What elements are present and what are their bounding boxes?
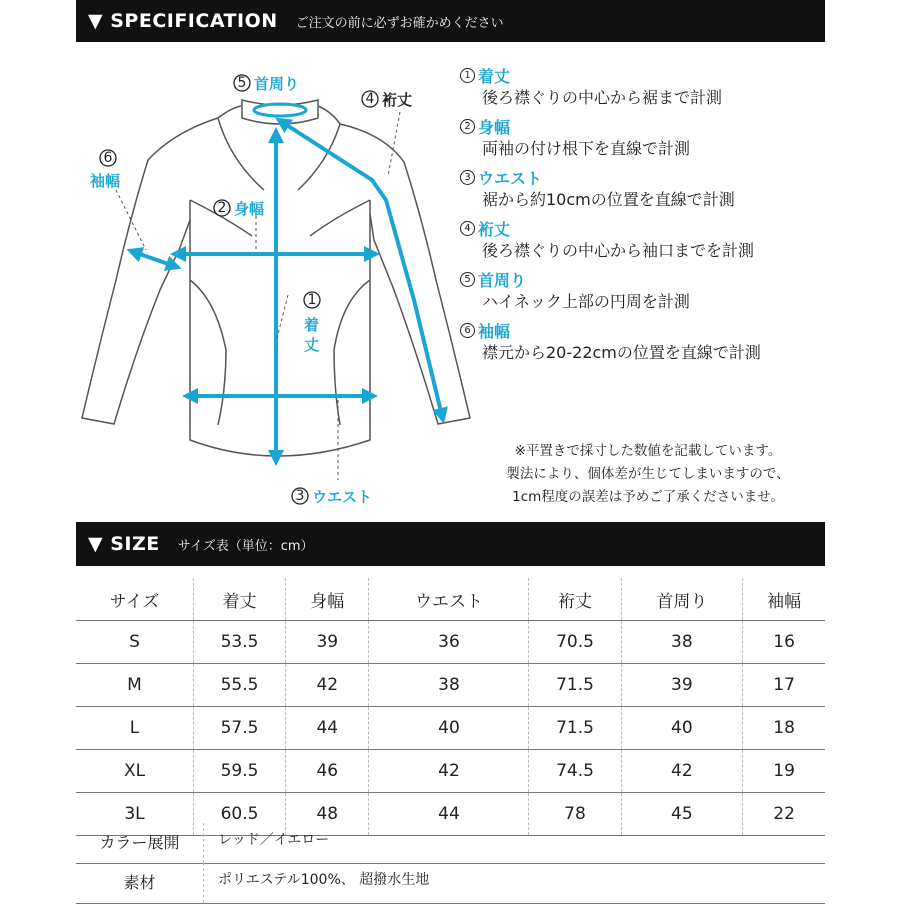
remark-line: 1cm程度の誤差は予めご了承くださいませ。: [512, 489, 784, 505]
table-cell: 38: [621, 621, 743, 664]
note-num: 4: [460, 221, 475, 236]
table-header: 裄丈: [529, 578, 621, 621]
table-cell: S: [76, 621, 194, 664]
note-item-waist: [460, 166, 840, 212]
table-cell: 3L: [76, 793, 194, 836]
table-cell: 60.5: [194, 793, 286, 836]
material-label: 素材: [123, 873, 156, 892]
table-cell: 59.5: [194, 750, 286, 793]
table-cell: 71.5: [529, 707, 621, 750]
table-header: 首周り: [621, 578, 743, 621]
color-label: カラー展開: [99, 833, 180, 852]
size-table-header-row: [76, 578, 825, 621]
measurement-arrows: [134, 104, 442, 458]
size-title: ▼ SIZE: [88, 533, 160, 555]
note-num: 3: [460, 170, 475, 185]
neck-circle-mark: [254, 104, 306, 116]
specification-header: [76, 0, 825, 42]
note-num: 6: [460, 323, 475, 338]
length-num: 1: [307, 292, 317, 308]
note-desc: ハイネック上部の円周を計測: [482, 292, 690, 311]
note-desc: 後ろ襟ぐりの中心から袖口までを計測: [482, 241, 755, 260]
table-cell: 46: [286, 750, 369, 793]
table-cell: 45: [621, 793, 743, 836]
specification-title: ▼ SPECIFICATION: [88, 10, 278, 32]
material-row: [76, 863, 825, 904]
table-cell: 74.5: [529, 750, 621, 793]
waist-label: ウエスト: [312, 488, 373, 506]
table-header: 身幅: [286, 578, 369, 621]
note-title: ウエスト: [478, 168, 543, 188]
note-title: 裄丈: [478, 219, 511, 239]
table-cell: 39: [621, 664, 743, 707]
length-label-2: 丈: [304, 336, 320, 354]
table-cell: XL: [76, 750, 194, 793]
table-cell: 19: [743, 750, 825, 793]
table-cell: 42: [621, 750, 743, 793]
note-desc: 裾から約10cmの位置を直線で計測: [482, 190, 735, 209]
table-header: 着丈: [194, 578, 286, 621]
note-num: 2: [460, 119, 475, 134]
body-label: 身幅: [234, 200, 265, 218]
table-row: [76, 664, 825, 707]
table-cell: 16: [743, 621, 825, 664]
note-desc: 後ろ襟ぐりの中心から裾まで計測: [482, 88, 723, 107]
sleeve-label: 袖幅: [90, 172, 121, 190]
table-cell: 55.5: [194, 664, 286, 707]
table-cell: 44: [369, 793, 529, 836]
table-cell: 48: [286, 793, 369, 836]
yuki-label: 裄丈: [382, 91, 413, 109]
note-desc: 両袖の付け根下を直線で計測: [482, 139, 691, 158]
table-header: 袖幅: [743, 578, 825, 621]
note-title: 着丈: [478, 66, 511, 86]
measurement-notes: [460, 64, 840, 370]
table-cell: 42: [369, 750, 529, 793]
specification-subtitle: ご注文の前に必ずお確かめください: [295, 15, 504, 31]
table-cell: 42: [286, 664, 369, 707]
table-cell: 53.5: [194, 621, 286, 664]
length-label-1: 着: [304, 316, 320, 334]
note-item-body: [460, 115, 840, 161]
table-cell: 40: [369, 707, 529, 750]
remark-line: ※平置きで採寸した数値を記載しています。: [514, 443, 782, 459]
note-num: 5: [460, 272, 475, 287]
note-title: 首周り: [478, 270, 527, 290]
table-header: サイズ: [76, 578, 194, 621]
neck-label: 首周り: [254, 75, 300, 93]
note-desc: 襟元から20-22cmの位置を直線で計測: [482, 343, 761, 362]
note-item-neck: [460, 268, 840, 314]
size-table: [76, 578, 825, 836]
table-row: [76, 707, 825, 750]
note-item-sleeve: [460, 319, 840, 365]
note-item-length: [460, 64, 840, 110]
table-cell: 57.5: [194, 707, 286, 750]
waist-num: 3: [295, 488, 305, 504]
yuki-num: 4: [365, 91, 375, 107]
table-cell: 71.5: [529, 664, 621, 707]
color-row: [76, 823, 825, 864]
table-cell: 36: [369, 621, 529, 664]
table-cell: 38: [369, 664, 529, 707]
table-cell: 40: [621, 707, 743, 750]
table-row: [76, 750, 825, 793]
table-row: [76, 621, 825, 664]
table-cell: 78: [529, 793, 621, 836]
table-cell: 70.5: [529, 621, 621, 664]
table-cell: 39: [286, 621, 369, 664]
remark-line: 製法により、個体差が生じてしまいますので、: [506, 466, 790, 482]
neck-num: 5: [237, 75, 247, 91]
color-value: レッド／イエロー: [203, 823, 329, 863]
body-num: 2: [217, 200, 227, 216]
garment-diagram: [76, 50, 476, 520]
size-header: [76, 522, 825, 566]
measurement-remarks: [468, 440, 828, 509]
table-cell: M: [76, 664, 194, 707]
note-num: 1: [460, 68, 475, 83]
note-title: 身幅: [478, 117, 511, 137]
table-cell: 17: [743, 664, 825, 707]
material-value: ポリエステル100%、 超撥水生地: [203, 863, 429, 903]
table-cell: 18: [743, 707, 825, 750]
yuki-arrow: [282, 122, 442, 416]
sleeve-arrow: [134, 252, 174, 266]
table-header: ウエスト: [369, 578, 529, 621]
size-subtitle: サイズ表（単位：cm）: [177, 538, 314, 554]
table-cell: 22: [743, 793, 825, 836]
table-cell: L: [76, 707, 194, 750]
note-title: 袖幅: [478, 321, 511, 341]
note-item-yuki: [460, 217, 840, 263]
table-cell: 44: [286, 707, 369, 750]
sleeve-num: 6: [103, 150, 113, 166]
